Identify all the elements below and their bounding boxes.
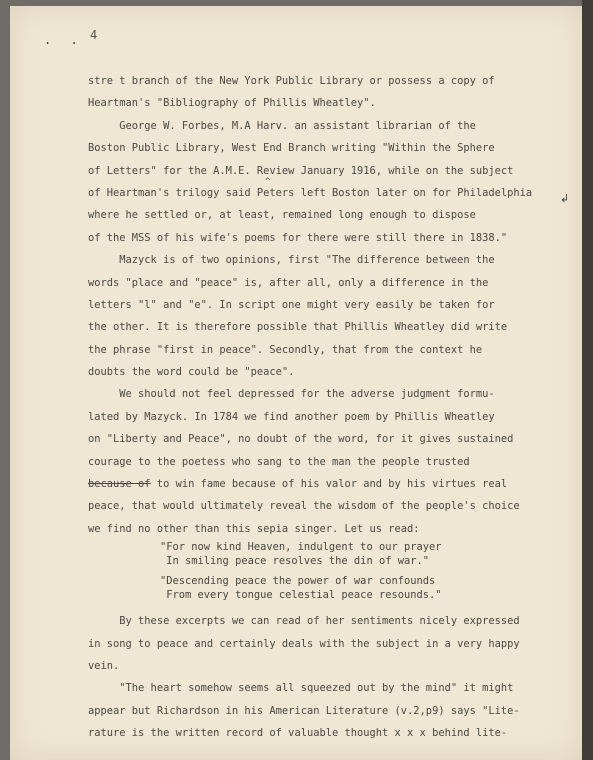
text-line: on "Liberty and Peace", no doubt of the word, for it gives sustained [88,433,514,446]
text-line: rature is the written record of valuable thought x x x behind lite- [88,727,508,740]
text-line: letters "l" and "e". In script one might very easily be taken for [88,298,495,311]
scanner-edge [582,0,593,760]
text-line-with-strike [88,473,568,495]
text-line: "The heart somehow seems all squeezed out by the mind" it might [88,682,514,695]
text-line: doubts the word could be "peace". [88,366,295,379]
poem-line: "For now kind Heaven, indulgent to our prayer [160,541,442,554]
text-line: By these excerpts we can read of her sentiments nicely expressed [88,615,520,628]
text-line: vein. [88,659,120,672]
text-line: George W. Forbes, M.A Harv. an assistant librarian of the [88,119,476,132]
page-number: 4 [90,28,98,42]
text-line: Boston Public Library, West End Branch writing "Within the Sphere [88,142,495,155]
margin-dots: . . [44,33,84,47]
text-line: courage to the poetess who sang to the man the people trusted [88,455,470,468]
poem-line: "Descending peace the power of war confounds [160,575,436,588]
text-line: peace, that would ultimately reveal the wisdom of the people's choice [88,500,520,513]
text-line: lated by Mazyck. In 1784 we find another poem by Phillis Wheatley [88,410,495,423]
struck-text: because of [88,478,151,491]
text-line: in song to peace and certainly deals with the subject in a very happy [88,637,520,650]
text-line: of the MSS of his wife's poems for there were still there in 1838." [88,231,508,244]
text-line: Heartman's "Bibliography of Phillis Wheatley". [88,97,376,110]
text-line: of Heartman's trilogy said Peters left Boston later on for Philadelphia [88,186,533,199]
text-line: stre t branch of the New York Public Library or possess a copy of [88,75,495,87]
margin-correction-mark: ↲ [560,192,570,205]
line-continuation: to win fame because of his valor and by his virtues real [150,478,508,491]
typewritten-page [10,6,582,760]
text-line: words "place and "peace" is, after all, only a difference in the [88,276,489,289]
text-line: we find no other than this sepia singer. Let us read: [88,522,420,535]
text-line: of Letters" for the A.M.E. Review January 1916, while on the subject [88,164,514,177]
poem-line: In smiling peace resolves the din of war." [160,555,429,568]
text-line: appear but Richardson in his American Literature (v.2,p9) says "Lite- [88,704,520,717]
poem-line: From every tongue celestial peace resounds." [160,589,442,602]
text-line: the other. It is therefore possible that Phillis Wheatley did write [88,321,508,334]
text-line: where he settled or, at least, remained long enough to dispose [88,209,476,222]
text-line: We should not feel depressed for the adverse judgment formu- [88,388,495,401]
insertion-caret: ^ [265,177,271,187]
text-line: Mazyck is of two opinions, first "The difference between the [88,254,495,267]
text-line: the phrase "first in peace". Secondly, that from the context he [88,343,483,356]
body-text [88,70,568,745]
